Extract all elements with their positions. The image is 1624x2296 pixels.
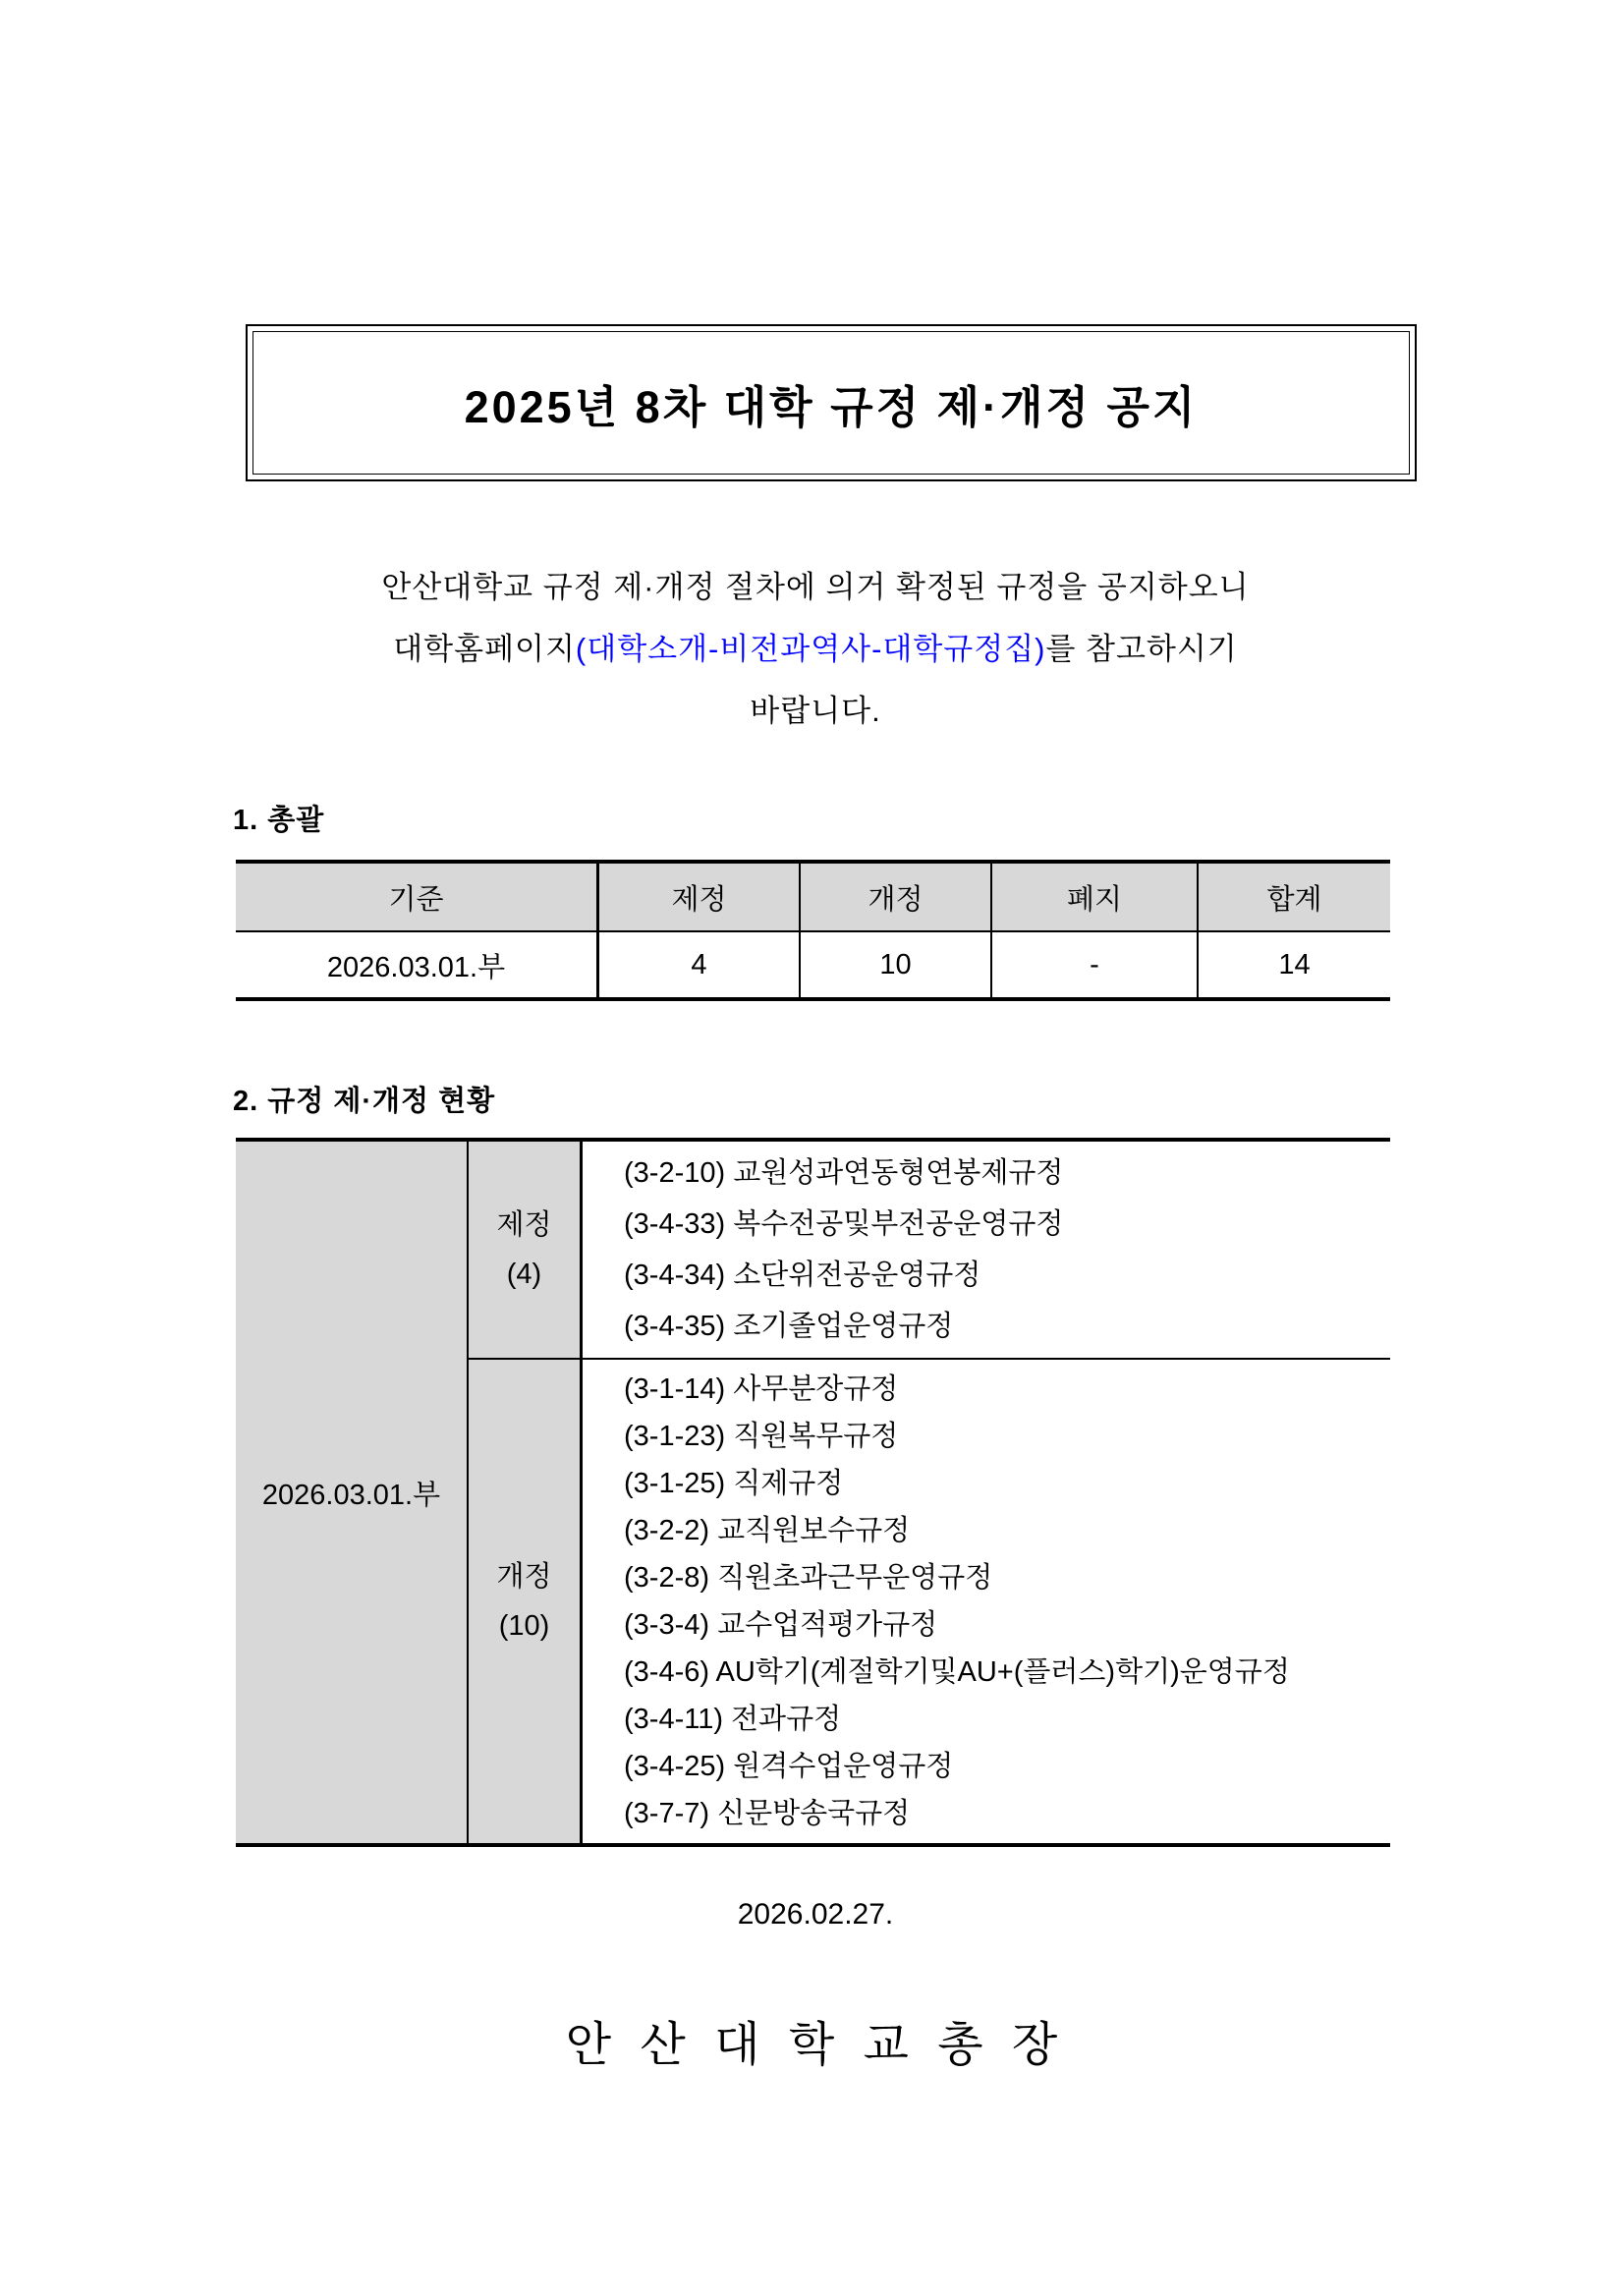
summary-cell-amended-count: 10 <box>801 932 992 997</box>
summary-cell-enacted-count: 4 <box>599 932 801 997</box>
page-title: 2025년 8차 대학 규정 제·개정 공지 <box>464 381 1199 432</box>
list-item: (3-7-7) 신문방송국규정 <box>624 1798 911 1829</box>
status-label-amended-text: 개정 <box>496 1561 552 1593</box>
status-label-enacted-text: 제정 <box>496 1209 552 1241</box>
summary-header-total: 합계 <box>1199 864 1390 932</box>
intro-line-2-suffix: 를 참고하시기 <box>1045 632 1238 666</box>
status-label-amended <box>469 1360 583 1843</box>
summary-header-enacted: 제정 <box>599 864 801 932</box>
section1-heading: 1. 총괄 <box>233 805 325 836</box>
status-label-amended-count: (10) <box>498 1610 550 1642</box>
summary-header-abolished: 폐지 <box>992 864 1199 932</box>
title-box <box>246 324 1417 481</box>
list-item: (3-1-23) 직원복무규정 <box>624 1421 899 1452</box>
list-item: (3-4-25) 원격수업운영규정 <box>624 1751 954 1782</box>
summary-header-basis: 기준 <box>236 864 599 932</box>
intro-line-2 <box>236 618 1395 680</box>
status-label-enacted-count: (4) <box>506 1259 542 1290</box>
section2-heading: 2. 규정 제·개정 현황 <box>233 1086 496 1117</box>
status-label-enacted <box>469 1142 583 1360</box>
title-box-inner <box>252 331 1410 475</box>
summary-cell-basis-date: 2026.03.01.부 <box>236 932 599 997</box>
list-item: (3-1-14) 사무분장규정 <box>624 1373 899 1405</box>
list-item: (3-4-6) AU학기(계절학기및AU+(플러스)학기)운영규정 <box>624 1656 1290 1688</box>
status-list-enacted <box>583 1142 1390 1360</box>
summary-cell-abolished-count: - <box>992 932 1199 997</box>
list-item: (3-2-8) 직원초과근무운영규정 <box>624 1562 993 1594</box>
intro-line-2-prefix: 대학홈페이지 <box>393 632 576 666</box>
homepage-path-link[interactable]: (대학소개-비전과역사-대학규정집) <box>575 632 1046 666</box>
list-item: (3-4-11) 전과규정 <box>624 1704 842 1735</box>
list-item: (3-1-25) 직제규정 <box>624 1468 844 1499</box>
status-date-cell: 2026.03.01.부 <box>236 1142 469 1843</box>
list-item: (3-2-2) 교직원보수규정 <box>624 1515 911 1546</box>
president-signature: 안 산 대 학 교 총 장 <box>565 2019 1066 2071</box>
list-item: (3-4-34) 소단위전공운영규정 <box>624 1260 981 1291</box>
document-date: 2026.02.27. <box>737 1898 894 1931</box>
list-item: (3-4-33) 복수전공및부전공운영규정 <box>624 1208 1064 1240</box>
list-item: (3-3-4) 교수업적평가규정 <box>624 1609 938 1641</box>
list-item: (3-2-10) 교원성과연동형연봉제규정 <box>624 1157 1064 1189</box>
intro-line-1: 안산대학교 규정 제·개정 절차에 의거 확정된 규정을 공지하오니 <box>381 570 1250 604</box>
intro-line-3: 바랍니다. <box>750 694 881 728</box>
summary-cell-total-count: 14 <box>1278 948 1311 980</box>
intro-paragraph <box>236 556 1395 742</box>
status-list-amended <box>583 1360 1390 1843</box>
status-table <box>236 1138 1390 1847</box>
summary-header-amended: 개정 <box>801 864 992 932</box>
list-item: (3-4-35) 조기졸업운영규정 <box>624 1311 954 1342</box>
summary-table <box>236 860 1390 1001</box>
